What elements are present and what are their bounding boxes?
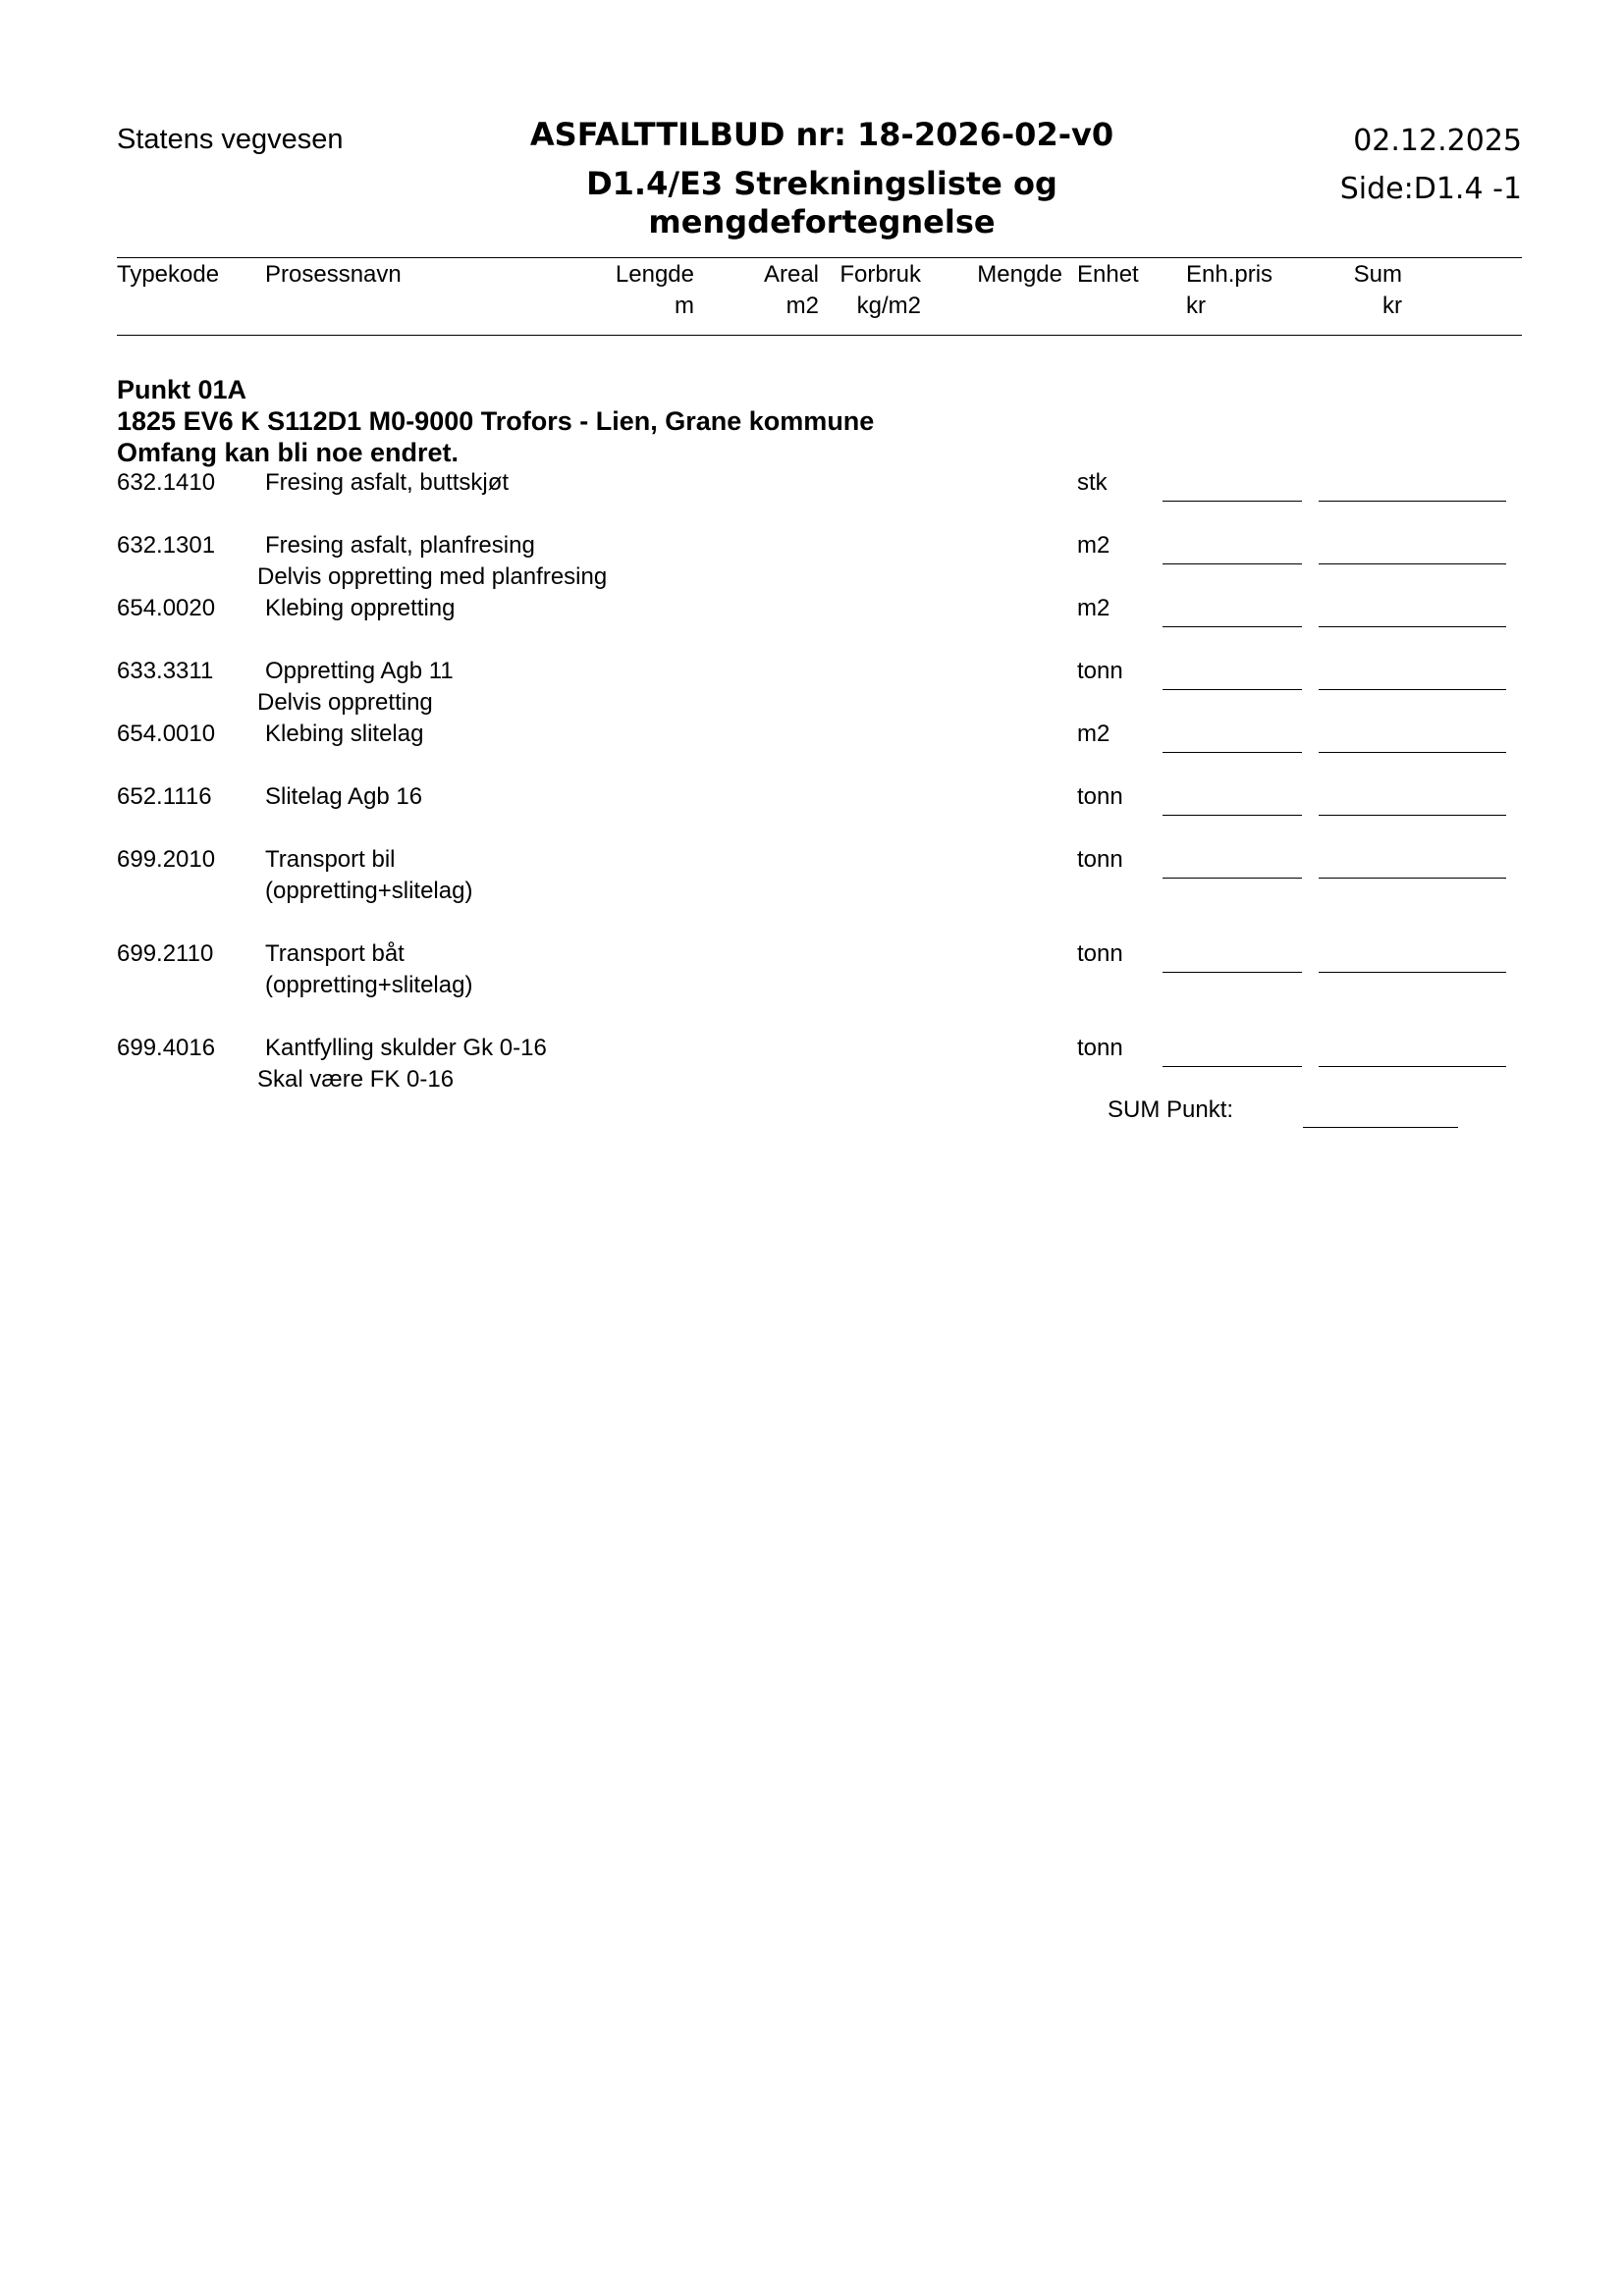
row-enhet: m2	[1077, 595, 1110, 621]
row-prosessnavn: Transport bil	[265, 846, 396, 873]
col-typekode: Typekode	[117, 261, 220, 288]
header-bottom-rule	[117, 335, 1522, 336]
col-prosessnavn: Prosessnavn	[265, 261, 402, 288]
header-top-rule	[117, 257, 1522, 258]
row-typekode: 654.0020	[117, 595, 216, 621]
row-typekode: 632.1410	[117, 469, 216, 496]
section-road: 1825 EV6 K S112D1 M0-9000 Trofors - Lien, Grane kommune	[117, 406, 875, 436]
row-enhpris-blank[interactable]	[1163, 501, 1302, 502]
row-sum-blank[interactable]	[1319, 689, 1506, 690]
col-enhet: Enhet	[1077, 261, 1139, 288]
row-enhet: m2	[1077, 532, 1110, 559]
row-prosessnavn-cont: (oppretting+slitelag)	[265, 972, 473, 998]
row-note: Delvis oppretting	[257, 689, 433, 716]
row-sum-blank[interactable]	[1319, 563, 1506, 564]
row-note: Skal være FK 0-16	[257, 1066, 455, 1093]
section-title: Punkt 01A	[117, 375, 247, 404]
row-prosessnavn-cont: (oppretting+slitelag)	[265, 878, 473, 904]
col-sum: Sum	[1353, 261, 1402, 288]
col-mengde: Mengde	[977, 261, 1062, 288]
col-lengde: Lengde	[615, 261, 694, 288]
document-subtitle-cont: mengdefortegnelse	[648, 203, 996, 240]
row-enhpris-blank[interactable]	[1163, 752, 1302, 753]
col-areal: Areal	[763, 261, 819, 288]
col-forbruk-unit: kg/m2	[856, 293, 921, 319]
document-subtitle: D1.4/E3 Strekningsliste og	[586, 165, 1057, 202]
row-prosessnavn: Oppretting Agb 11	[265, 658, 454, 684]
row-sum-blank[interactable]	[1319, 972, 1506, 973]
row-enhet: tonn	[1077, 658, 1123, 684]
col-enhpris: Enh.pris	[1186, 261, 1273, 288]
organization-name: Statens vegvesen	[117, 124, 344, 155]
row-typekode: 633.3311	[117, 658, 214, 684]
row-prosessnavn: Klebing oppretting	[265, 595, 456, 621]
row-note: Delvis oppretting med planfresing	[257, 563, 608, 590]
row-prosessnavn: Slitelag Agb 16	[265, 783, 423, 810]
row-enhet: tonn	[1077, 940, 1123, 967]
row-enhpris-blank[interactable]	[1163, 563, 1302, 564]
row-enhpris-blank[interactable]	[1163, 626, 1302, 627]
row-sum-blank[interactable]	[1319, 752, 1506, 753]
row-typekode: 654.0010	[117, 721, 216, 747]
row-sum-blank[interactable]	[1319, 1066, 1506, 1067]
row-typekode: 652.1116	[117, 783, 212, 810]
page-number: Side:D1.4 -1	[1339, 172, 1522, 206]
row-sum-blank[interactable]	[1319, 878, 1506, 879]
row-enhet: tonn	[1077, 846, 1123, 873]
row-enhpris-blank[interactable]	[1163, 972, 1302, 973]
row-sum-blank[interactable]	[1319, 501, 1506, 502]
row-prosessnavn: Klebing slitelag	[265, 721, 424, 747]
row-enhpris-blank[interactable]	[1163, 689, 1302, 690]
row-typekode: 699.4016	[117, 1035, 216, 1061]
row-sum-blank[interactable]	[1319, 815, 1506, 816]
row-enhpris-blank[interactable]	[1163, 815, 1302, 816]
section-note: Omfang kan bli noe endret.	[117, 438, 460, 467]
row-prosessnavn: Fresing asfalt, planfresing	[265, 532, 535, 559]
row-enhet: stk	[1077, 469, 1108, 496]
row-enhpris-blank[interactable]	[1163, 878, 1302, 879]
col-enhpris-unit: kr	[1186, 293, 1206, 319]
sum-label: SUM Punkt:	[1108, 1096, 1234, 1123]
sum-blank[interactable]	[1303, 1127, 1458, 1128]
row-prosessnavn: Fresing asfalt, buttskjøt	[265, 469, 510, 496]
row-enhet: m2	[1077, 721, 1110, 747]
row-enhet: tonn	[1077, 783, 1123, 810]
row-prosessnavn: Kantfylling skulder Gk 0-16	[265, 1035, 547, 1061]
document-date: 02.12.2025	[1353, 124, 1522, 158]
row-prosessnavn: Transport båt	[265, 940, 405, 967]
col-areal-unit: m2	[785, 293, 819, 319]
row-typekode: 699.2010	[117, 846, 216, 873]
col-sum-unit: kr	[1382, 293, 1402, 319]
row-enhet: tonn	[1077, 1035, 1123, 1061]
document-title: ASFALTTILBUD nr: 18-2026-02-v0	[529, 116, 1114, 153]
row-typekode: 699.2110	[117, 940, 214, 967]
row-typekode: 632.1301	[117, 532, 216, 559]
row-enhpris-blank[interactable]	[1163, 1066, 1302, 1067]
col-lengde-unit: m	[675, 293, 694, 319]
col-forbruk: Forbruk	[839, 261, 921, 288]
row-sum-blank[interactable]	[1319, 626, 1506, 627]
